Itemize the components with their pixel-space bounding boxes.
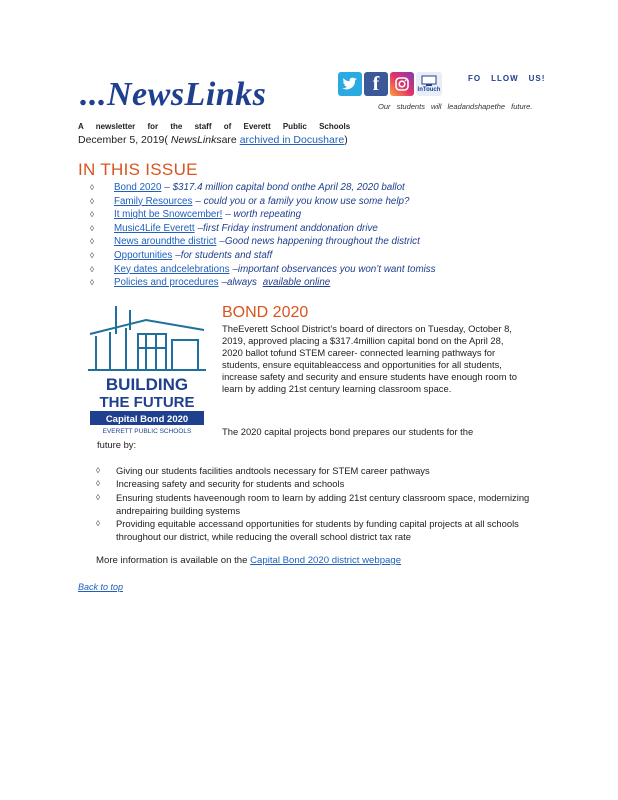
toc-link-family-resources[interactable]: Family Resources: [114, 195, 193, 207]
issue-date: December 5, 2019: [78, 134, 165, 146]
bond-paragraph-1: TheEverett School District’s board of directors on Tuesday, October 8, 2019, approved placing a $317.4million capital bond on the April 28, 2020 ballot tofund STEM career- connected learning pathways for students, ensure equitableaccess and opportunities for all students, increase safety and security and ensure students have enough room to learn by adding 21st century learning classroom space.: [222, 323, 517, 394]
logo-badge: Capital Bond 2020: [105, 414, 189, 425]
toc-link-music4life[interactable]: Music4Life Everett: [114, 222, 195, 234]
bullet-icon: ◊: [90, 196, 94, 206]
toc-item: ◊ Bond 2020 – $317.4 million capital bond onthe April 28, 2020 ballot: [90, 182, 405, 193]
bond-heading: BOND 2020: [222, 304, 309, 321]
toc-item: ◊ News aroundthe district –Good news happening throughout the district: [90, 236, 420, 248]
follow-us-label: FO LLOW US!: [468, 74, 546, 83]
logo-line-2: THE FUTURE: [99, 394, 195, 411]
bullet-icon: ◊: [96, 519, 100, 529]
bullet-icon: ◊: [90, 183, 94, 192]
toc-item: ◊ Family Resources – could you or a family you know use some help?: [90, 195, 410, 207]
bullet-icon: ◊: [90, 264, 94, 274]
toc-link-snowcember[interactable]: It might be Snowcember!: [114, 209, 223, 221]
newsletter-title: ...NewsLinks: [80, 76, 267, 113]
building-the-future-logo: [86, 304, 208, 434]
list-item: ◊ Providing equitable accessand opportunities for students by funding capital projects at all schools throughout our district, while reducing the overall school district tax rate: [96, 518, 519, 543]
facebook-icon[interactable]: f: [364, 72, 388, 96]
toc-item: ◊ Policies and procedures –always available online: [90, 277, 331, 289]
toc-link-key-dates[interactable]: Key dates andcelebrations: [114, 263, 230, 275]
newsletter-subtitle: A newsletter for the staff of Everett Public Schools: [78, 122, 351, 131]
logo-footer: EVERETT PUBLIC SCHOOLS: [102, 428, 192, 434]
toc-link-opportunities[interactable]: Opportunities: [114, 249, 173, 261]
social-links: [338, 72, 442, 96]
toc-link-bond-2020[interactable]: Bond 2020: [114, 182, 162, 193]
toc-item: ◊ Opportunities –for students and staff: [90, 249, 273, 261]
bullet-icon: ◊: [96, 479, 100, 489]
bond-list: [96, 464, 536, 544]
bullet-icon: ◊: [90, 223, 94, 233]
intouch-label: InTouch: [417, 87, 441, 93]
list-item: ◊ Giving our students facilities andtools necessary for STEM career pathways: [96, 465, 430, 476]
bond-paragraph-2: The 2020 capital projects bond prepares our students for the: [222, 426, 474, 437]
newslinks-brand: NewsLinks: [170, 134, 222, 146]
intouch-icon[interactable]: [416, 72, 442, 96]
capital-bond-webpage-link[interactable]: Capital Bond 2020 district webpage: [250, 555, 402, 566]
bullet-icon: ◊: [90, 278, 94, 288]
list-item: ◊ Ensuring students haveenough room to learn by adding 21st century classroom space, modernizing andrepairing building systems: [96, 491, 530, 516]
logo-line-1: BUILDING: [105, 375, 189, 394]
toc-list: [90, 181, 520, 290]
instagram-icon[interactable]: [390, 72, 414, 96]
bullet-icon: ◊: [90, 250, 94, 260]
toc-item: ◊ Key dates andcelebrations –important observances you won’t want tomiss: [90, 263, 436, 275]
bond-paragraph-2-cont: future by:: [97, 439, 137, 450]
issue-dateline: December 5, 2019( NewsLinksare archived in Docushare): [78, 134, 348, 146]
list-item: ◊ Increasing safety and security for students and schools: [96, 478, 345, 490]
bullet-icon: ◊: [90, 210, 94, 220]
back-to-top-link[interactable]: Back to top: [78, 582, 124, 592]
more-info-line: More information is available on the Capital Bond 2020 district webpage: [96, 555, 402, 566]
docushare-archive-link[interactable]: archived in Docushare: [239, 134, 345, 146]
toc-item: ◊ Music4Life Everett –first Friday instrument anddonation drive: [90, 222, 378, 234]
toc-heading: IN THIS ISSUE: [78, 160, 198, 179]
bullet-icon: ◊: [90, 237, 94, 247]
twitter-icon[interactable]: [338, 72, 362, 96]
bullet-icon: ◊: [96, 466, 100, 475]
policies-online-link[interactable]: available online: [262, 277, 331, 289]
bullet-icon: ◊: [96, 492, 100, 502]
district-tagline: Our students will leadandshapethe future.: [378, 102, 533, 111]
toc-link-policies[interactable]: Policies and procedures: [114, 277, 219, 289]
toc-link-news[interactable]: News aroundthe district: [114, 236, 217, 248]
toc-item: ◊ It might be Snowcember! – worth repeating: [90, 209, 302, 221]
